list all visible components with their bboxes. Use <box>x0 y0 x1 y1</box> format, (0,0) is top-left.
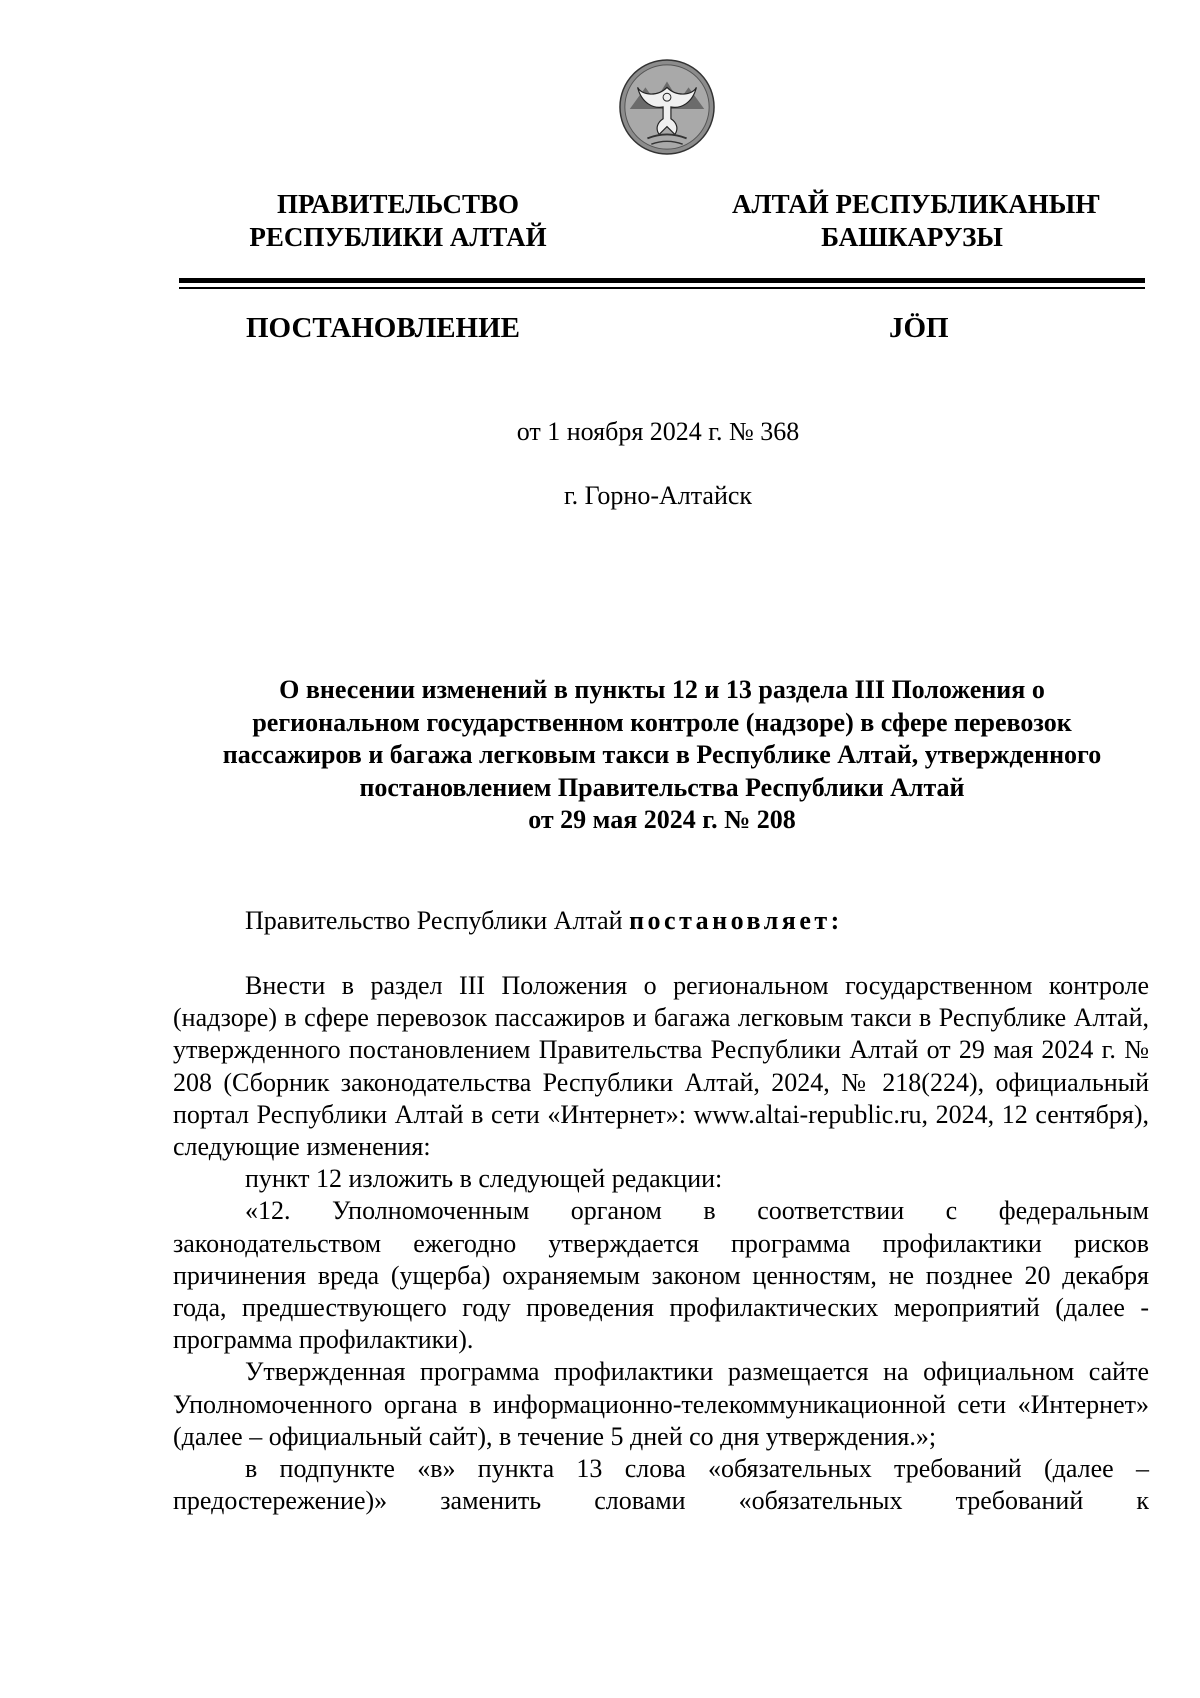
org-name-russian-line-1: ПРАВИТЕЛЬСТВО <box>276 189 520 219</box>
lead-emphasis: постановляет: <box>629 906 843 935</box>
org-name-russian <box>218 188 578 254</box>
altai-coat-of-arms-icon <box>618 58 716 156</box>
org-name-altai-line-1: АЛТАЙ РЕСПУБЛИКАНЫҤ <box>732 189 1101 219</box>
title-line: региональном государственном контроле (надзоре) в сфере перевозок <box>252 707 1072 737</box>
document-title <box>170 674 1154 837</box>
body-paragraph: Утвержденная программа профилактики размещается на официальном сайте Уполномоченного органа в информационно-телекоммуникационной сети «Интернет» (далее – официальный сайт), в течение 5 дней со дня утверждения.»; <box>173 1357 1149 1451</box>
title-line: пассажиров и багажа легковым такси в Республике Алтай, утвержденного <box>222 740 1102 769</box>
org-name-russian-line-2: РЕСПУБЛИКИ АЛТАЙ <box>249 222 547 252</box>
org-name-altai-line-2: БАШКАРУЗЫ <box>821 222 1003 252</box>
city: г. Горно-Алтайск <box>563 481 753 510</box>
title-line: постановлением Правительства Республики Алтай <box>359 772 965 802</box>
lead-text: Правительство Республики Алтай <box>245 906 630 935</box>
body-paragraph: пункт 12 изложить в следующей редакции: <box>245 1164 723 1194</box>
header-divider-thin <box>179 287 1145 289</box>
org-name-altai <box>732 188 1101 254</box>
date-and-number: от 1 ноября 2024 г. № 368 <box>516 417 800 446</box>
title-line: О внесении изменений в пункты 12 и 13 раздела III Положения о <box>279 675 1045 704</box>
doc-type-altai: JӦП <box>889 312 949 344</box>
doc-type-russian: ПОСТАНОВЛЕНИЕ <box>246 312 521 344</box>
body-paragraph: «12. Уполномоченным органом в соответствии с федеральным законодательством ежегодно утверждается программа профилактики рисков причинения вреда (ущерба) охраняемым законом ценностям, не позднее 20 декабря года, предшествующего году проведения профилактических мероприятий (далее - программа профилактики). <box>173 1196 1149 1355</box>
body-paragraph: в подпункте «в» пункта 13 слова «обязательных требований (далее – предостережение)» заменить словами «обязательных требований к <box>173 1454 1149 1516</box>
document-body <box>173 970 1149 1517</box>
resolution-lead <box>245 905 843 937</box>
header-divider-thick <box>179 278 1145 283</box>
body-paragraph: Внести в раздел III Положения о региональном государственном контроле (надзоре) в сфере перевозок пассажиров и багажа легковым такси в Республике Алтай, утвержденного постановлением Правительства Республики Алтай от 29 мая 2024 г. № 208 (Сборник законодательства Республики Алтай, 2024, № 218(224), официальный портал Республики Алтай в сети «Интернет»: www.altai-republic.ru, 2024, 12 сентября), следующие изменения: <box>173 971 1149 1162</box>
title-line: от 29 мая 2024 г. № 208 <box>528 805 796 834</box>
